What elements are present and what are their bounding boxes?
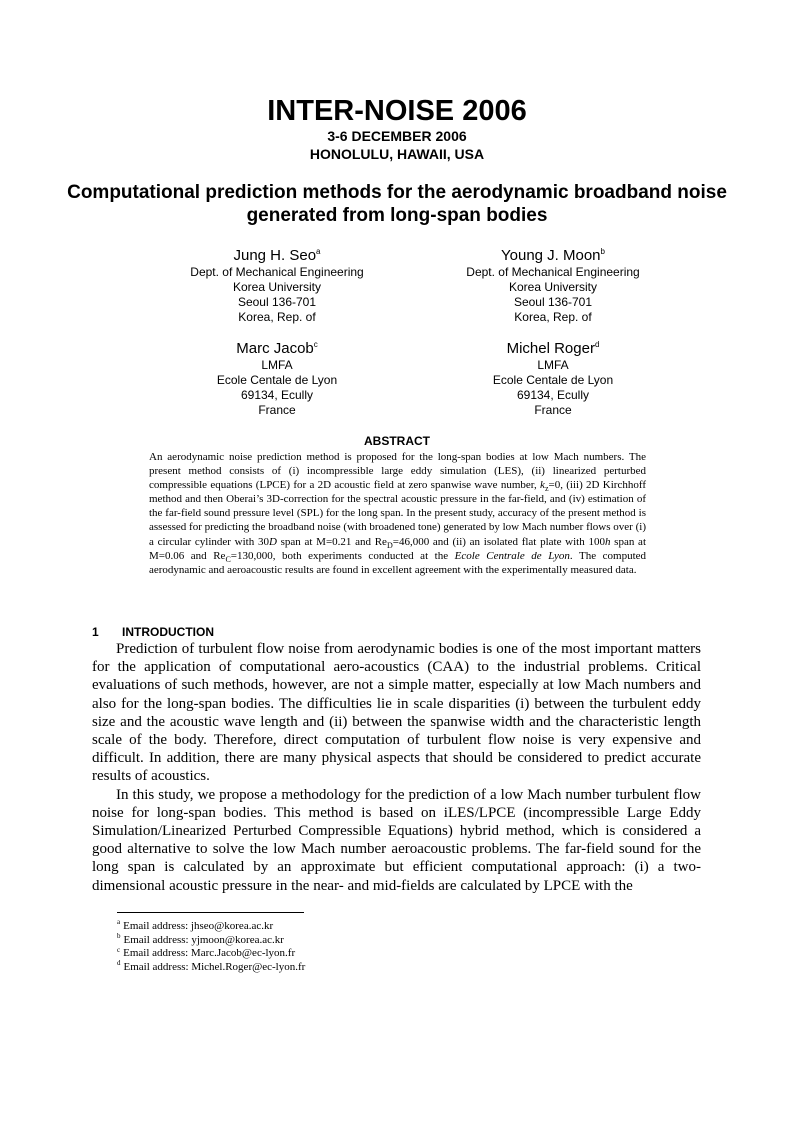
footnote: $^d$ Email address: Michel.Roger@ec-lyon.fr (117, 959, 306, 973)
author-institution: Ecole Centale de Lyon (492, 373, 614, 387)
author-department: Dept. of Mechanical Engineering (190, 265, 364, 279)
footnote: $^a$ Email address: jhseo@korea.ac.kr (117, 918, 274, 932)
author-country: France (534, 403, 572, 417)
footnote: $^c$ Email address: Marc.Jacob@ec-lyon.fr (117, 945, 296, 960)
abstract-heading: ABSTRACT (364, 434, 430, 448)
section-title: INTRODUCTION (122, 625, 214, 639)
section-body (92, 640, 701, 895)
footnote-divider (117, 912, 304, 913)
author-department: Dept. of Mechanical Engineering (466, 265, 640, 279)
author-country: Korea, Rep. of (238, 310, 316, 324)
author-city: 69134, Ecully (516, 388, 590, 402)
author-city: Seoul 136-701 (513, 295, 593, 309)
footnotes (117, 920, 305, 974)
author-name: Marc Jacob$^c$ (236, 340, 318, 357)
author-name: Young J. Moon$^b$ (501, 247, 605, 264)
section-number: 1 (92, 625, 99, 639)
author-name: Jung H. Seo$^a$ (233, 247, 321, 264)
conference-dates: 3-6 DECEMBER 2006 (327, 128, 467, 144)
footnote: $^b$ Email address: yjmoon@korea.ac.kr (117, 931, 284, 946)
author-institution: Ecole Centale de Lyon (216, 373, 338, 387)
author-block-moon (423, 247, 683, 325)
author-name: Michel Roger$^d$ (506, 340, 600, 357)
author-lab: LMFA (537, 358, 569, 372)
author-block-jacob (147, 340, 407, 418)
author-block-roger (423, 340, 683, 418)
author-country: Korea, Rep. of (514, 310, 592, 324)
conference-title: INTER-NOISE 2006 (267, 95, 527, 127)
author-institution: Korea University (232, 280, 322, 294)
body-paragraph: Prediction of turbulent flow noise from aerodynamic bodies is one of the most important matters for the application of computational aero-acoustics (CAA) to the industrial problems. Critical evaluations of such methods, however, are not a simple matter, especially at low Mach numbers and also for the long-span bodies. The difficulties lie in scale disparities (i) between the turbulent eddy size and the acoustic wave length and (ii) between the spanwise width and the characteristic length scale of the body. Therefore, direct computation of turbulent flow noise is very expensive and difficult. In addition, there are many physical aspects that should be considered to predict accurate results of acoustics. (92, 641, 701, 785)
author-institution: Korea University (508, 280, 598, 294)
body-paragraph: In this study, we propose a methodology for the prediction of a low Mach number turbulent flow noise for long-span bodies. This method is based on iLES/LPCE (incompressible Large Eddy Simulation/Linearized Perturbed Compressible Equations) hybrid method, which is considered a good alternative to solve the low Mach number aeroacoustic problems. The far-field sound for the long span is calculated by an approximate but efficient computational approach: (i) a two-dimensional acoustic pressure in the near- and mid-fields are calculated by LPCE with the (92, 786, 701, 894)
author-country: France (258, 403, 296, 417)
author-lab: LMFA (261, 358, 293, 372)
section-heading (92, 625, 214, 639)
author-block-seo (147, 247, 407, 325)
conference-location: HONOLULU, HAWAII, USA (309, 146, 485, 162)
author-city: Seoul 136-701 (237, 295, 317, 309)
paper-title: Computational prediction methods for the aerodynamic broadband noise generated from long-span bodies (67, 182, 727, 226)
abstract-text: An aerodynamic noise prediction method is proposed for the long-span bodies at low Mach numbers. The present method consists of (i) incompressible large eddy simulation (LES), (ii) linearized perturbed compressible equations (LPCE) for a 2D acoustic field at zero spanwise wave number, $k_z=0$, (iii) 2D Kirchhoff method and then Oberai’s 3D-correction for the spectral acoustic pressure in the far-field, and (iv) estimation of the far-field sound pressure level (SPL) for the long span. In the present study, accuracy of the present method is assessed for predicting the broadband noise (with broadened tone) generated by low Mach number flows over (i) a circular cylinder with 30D span at M=0.21 and $Re_D=46,000$ and (ii) an isolated flat plate with 100h span at M=0.06 and $Re_C=130,000$, both experiments conducted at the Ecole Centrale de Lyon. The computed aerodynamic and aeroacoustic results are found in excellent agreement with the experimentally measured data. (149, 451, 647, 576)
author-city: 69134, Ecully (240, 388, 314, 402)
